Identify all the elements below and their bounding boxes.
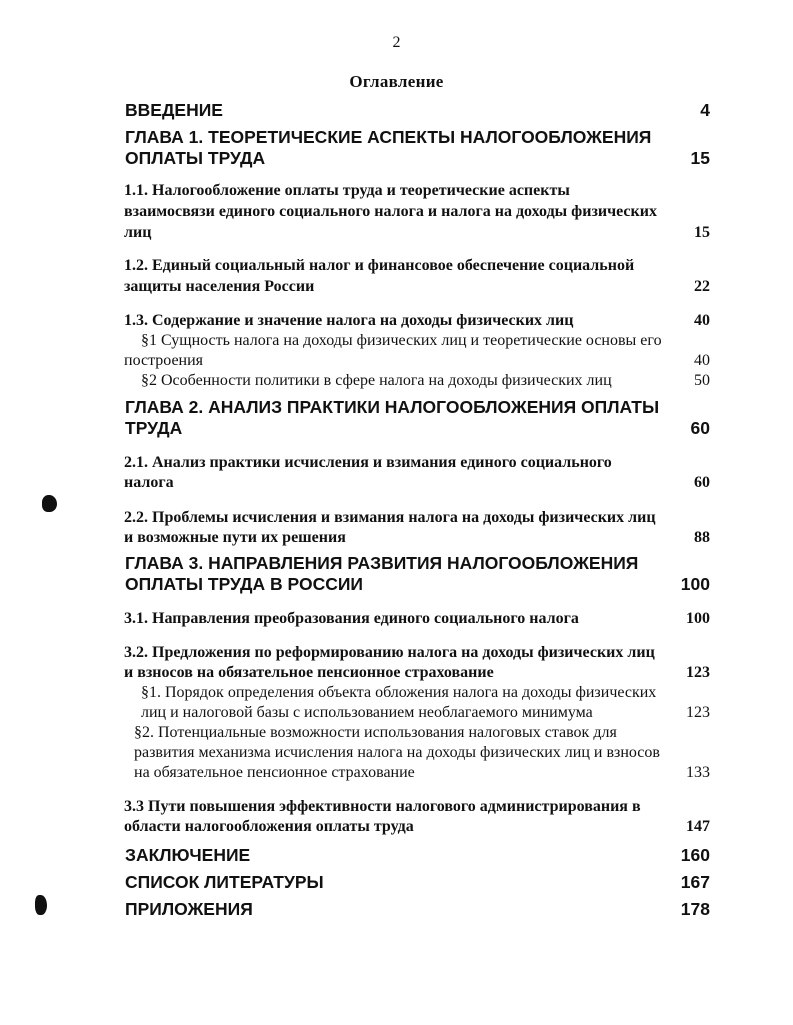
toc-appendix-label: ПРИЛОЖЕНИЯ [125,899,253,919]
toc-s1-3-p2-page: 50 [694,372,710,389]
toc-conclusion-page: 160 [680,845,710,865]
toc-s3-2-p2-line2: развития механизма исчисления налога на доходы физических лиц и взносов [134,744,660,761]
toc-s3-3-line1: 3.3 Пути повышения эффективности налогового администрирования в [124,798,641,815]
toc-s3-2-p2-page: 133 [686,764,710,781]
toc-ch2-page: 60 [690,418,710,438]
toc-s1-1-line2: взаимосвязи единого социального налога и налога на доходы физических [124,203,657,220]
toc-bibliography-page: 167 [680,872,710,892]
toc-title: Оглавление [349,72,444,91]
toc-s3-1-label: 3.1. Направления преобразования единого социального налога [124,610,579,627]
toc-s1-3-label: 1.3. Содержание и значение налога на доходы физических лиц [124,312,574,329]
toc-s2-1-line2: налога [124,474,174,491]
toc-ch2-line2: ТРУДА [125,418,183,438]
toc-s1-2-page: 22 [694,278,710,295]
toc-ch2-line1: ГЛАВА 2. АНАЛИЗ ПРАКТИКИ НАЛОГООБЛОЖЕНИЯ ОПЛАТЫ [125,397,660,417]
toc-s3-2-p2-line1: §2. Потенциальные возможности использования налоговых ставок для [134,724,617,741]
toc-s2-1-page: 60 [694,474,710,491]
toc-s1-2-line2: защиты населения России [124,278,315,295]
toc-s2-2-page: 88 [694,529,710,546]
toc-ch1-line1: ГЛАВА 1. ТЕОРЕТИЧЕСКИЕ АСПЕКТЫ НАЛОГООБЛОЖЕНИЯ [125,127,652,147]
toc-s1-3-p1-line1: §1 Сущность налога на доходы физических лиц и теоретические основы его [141,332,662,349]
toc-s3-2-line2: и взносов на обязательное пенсионное страхование [124,664,494,681]
toc-ch3-page: 100 [680,574,710,594]
toc-intro-page: 4 [700,100,710,120]
toc-s1-1-line3: лиц [124,224,152,241]
toc-s1-1-line1: 1.1. Налогообложение оплаты труда и теоретические аспекты [124,182,570,199]
toc-s2-2-line2: и возможные пути их решения [124,529,346,546]
ink-blot [42,495,57,512]
toc-intro-label: ВВЕДЕНИЕ [125,100,223,120]
toc-conclusion-label: ЗАКЛЮЧЕНИЕ [125,845,251,865]
toc-s3-2-p1-line1: §1. Порядок определения объекта обложения налога на доходы физических [141,684,657,701]
toc-s3-3-line2: области налогообложения оплаты труда [124,818,414,835]
toc-ch1-line2: ОПЛАТЫ ТРУДА [125,148,266,168]
toc-ch3-line1: ГЛАВА 3. НАПРАВЛЕНИЯ РАЗВИТИЯ НАЛОГООБЛОЖЕНИЯ [125,553,639,573]
ink-blot [35,895,47,915]
toc-s2-1-line1: 2.1. Анализ практики исчисления и взимания единого социального [124,454,612,471]
toc-s3-2-p1-page: 123 [686,704,710,721]
toc-ch3-line2: ОПЛАТЫ ТРУДА В РОССИИ [125,574,364,594]
toc-s3-2-p1-line2: лиц и налоговой базы с использованием необлагаемого минимума [141,704,593,721]
toc-bibliography-label: СПИСОК ЛИТЕРАТУРЫ [125,872,324,892]
toc-s1-2-line1: 1.2. Единый социальный налог и финансовое обеспечение социальной [124,257,635,274]
toc-s3-3-page: 147 [686,818,710,835]
toc-s1-3-p1-page: 40 [694,352,710,369]
toc-s2-2-line1: 2.2. Проблемы исчисления и взимания налога на доходы физических лиц [124,509,656,526]
page-number: 2 [392,34,401,51]
toc-s3-1-page: 100 [686,610,710,627]
toc-s1-3-p1-line2: построения [124,352,204,369]
toc-s1-3-page: 40 [694,312,710,329]
toc-s3-2-p2-line3: на обязательное пенсионное страхование [134,764,415,781]
toc-s1-1-page: 15 [694,224,710,241]
toc-ch1-page: 15 [690,148,710,168]
toc-appendix-page: 178 [680,899,710,919]
toc-s1-3-p2-label: §2 Особенности политики в сфере налога на доходы физических лиц [141,372,612,389]
toc-s3-2-page: 123 [686,664,710,681]
toc-s3-2-line1: 3.2. Предложения по реформированию налога на доходы физических лиц [124,644,655,661]
